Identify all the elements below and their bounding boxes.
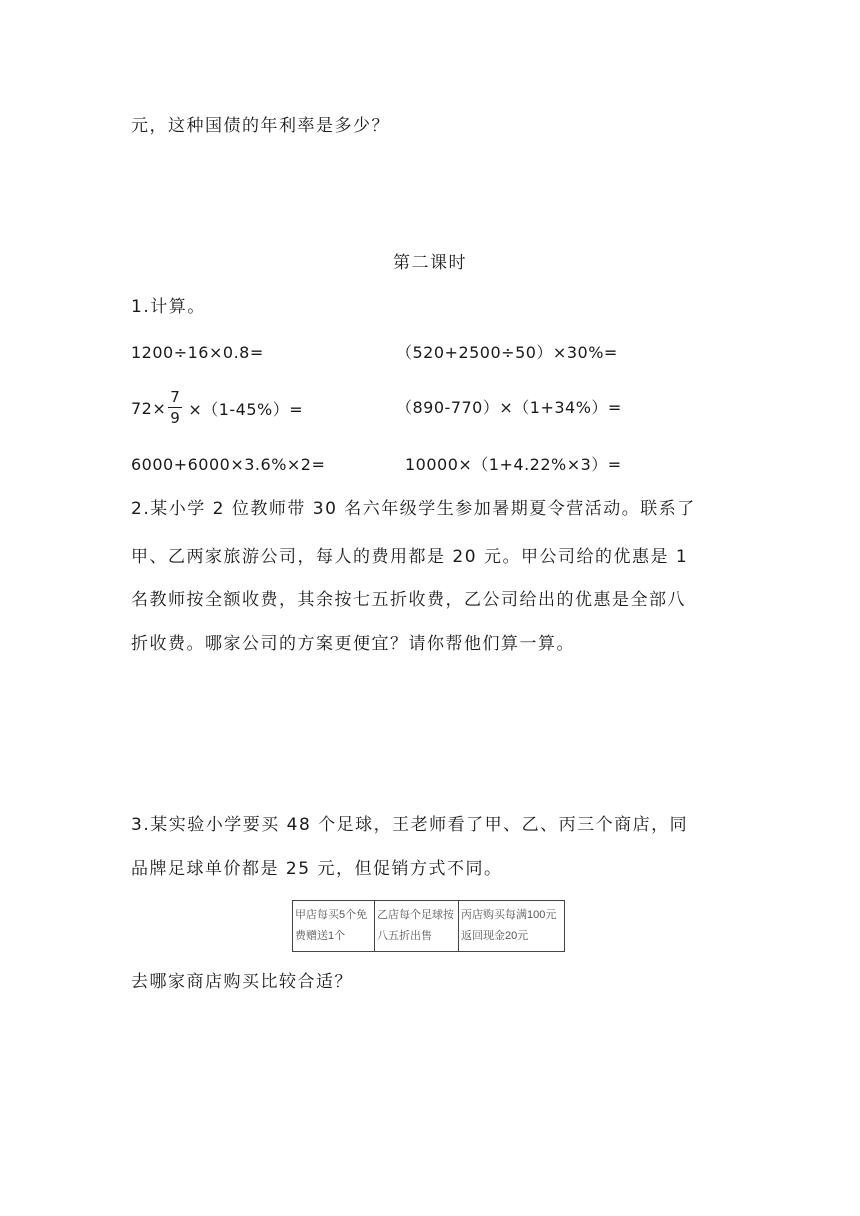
q3-line-2: 品牌足球单价都是 25 元，但促销方式不同。 [131,859,503,879]
cell-text: 费赠送1个 [295,929,346,942]
cell-text: 甲店每买5个免 [295,909,368,921]
q1-row1-right: （520+2500÷50）×30%= [396,343,618,362]
cell-text: 八五折出售 [377,929,432,942]
q2-line-1: 2.某小学 2 位教师带 30 名六年级学生参加暑期夏令营活动。联系了 [131,499,696,519]
q1-row3-right: 10000×（1+4.22%×3）= [405,455,622,474]
q1-row2-left [131,382,303,434]
cell-text: 丙店购买每满100元 [461,909,557,921]
q2-line-3: 名教师按全额收费，其余按七五折收费，乙公司给出的优惠是全部八 [131,590,686,610]
shop-yi-cell [375,901,459,952]
q1-row2-prefix: 72× [131,398,167,418]
promotion-table [292,900,565,952]
q1-row2-suffix: ×（1-45%）= [188,399,304,419]
carryover-text: 元，这种国债的年利率是多少？ [131,116,390,136]
q1-heading: 1.计算。 [131,297,206,317]
q1-row1-left: 1200÷16×0.8= [131,343,264,362]
section-title: 第二课时 [393,253,467,273]
shop-bing-cell [459,901,565,952]
fraction-numerator: 7 [170,388,181,406]
fraction-denominator: 9 [170,409,181,427]
fraction [168,390,182,426]
cell-text: 乙店每个足球按 [377,909,454,921]
q1-row3-left: 6000+6000×3.6%×2= [131,455,326,474]
q2-line-4: 折收费。哪家公司的方案更便宜？请你帮他们算一算。 [131,634,575,654]
shop-jia-cell [293,901,375,952]
cell-text: 返回现金20元 [461,929,529,942]
table-row [293,901,565,952]
q1-row2-right: （890-770）×（1+34%）= [396,398,622,417]
q2-line-2: 甲、乙两家旅游公司，每人的费用都是 20 元。甲公司给的优惠是 1 [131,547,689,567]
q3-question: 去哪家商店购买比较合适？ [131,972,353,992]
q3-line-1: 3.某实验小学要买 48 个足球，王老师看了甲、乙、丙三个商店，同 [131,815,689,835]
